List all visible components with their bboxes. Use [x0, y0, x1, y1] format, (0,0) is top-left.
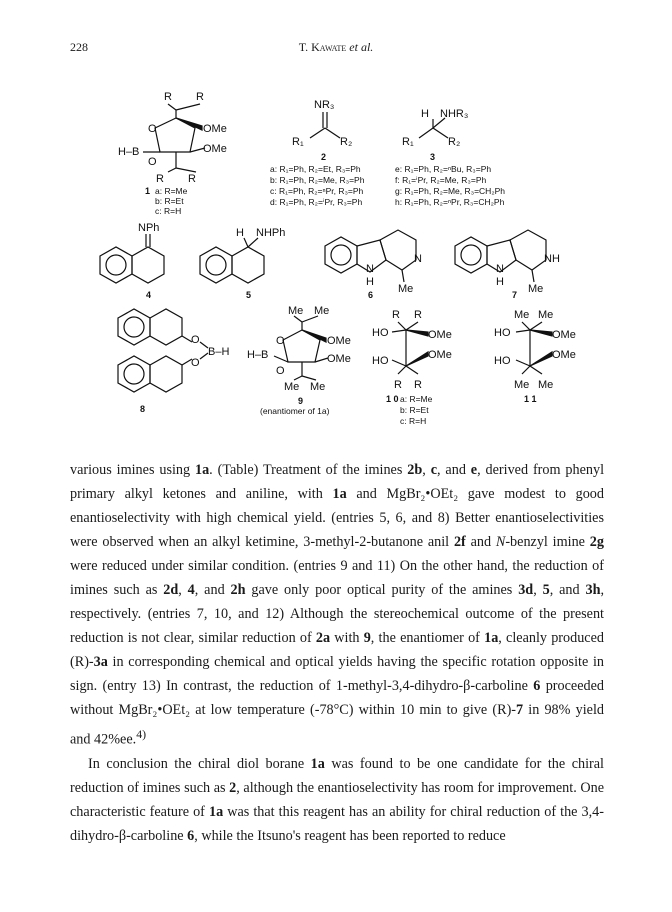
- c6-n-indole: N: [366, 263, 374, 275]
- c5-nhph: NHPh: [256, 227, 286, 239]
- c3-h: H: [421, 108, 429, 120]
- c6-n-imine: N: [414, 253, 422, 265]
- compound-11: [494, 309, 576, 404]
- c8-o-bottom: O: [191, 357, 200, 369]
- et-al: et al.: [349, 40, 374, 54]
- c10-number: 1 0: [386, 394, 399, 404]
- c10-r-bottom-right: R: [414, 379, 422, 391]
- c9-ome-bottom: OMe: [327, 353, 351, 365]
- c6-me: Me: [398, 283, 414, 295]
- c1-r-top-right: R: [196, 91, 204, 103]
- c3-variant-f: f: R₁=ⁱPr, R₂=Me, R₃=Ph: [395, 175, 487, 185]
- c10-ho-bottom: HO: [372, 355, 389, 367]
- c9-ome-top: OMe: [327, 335, 351, 347]
- c10-r-top-right: R: [414, 309, 422, 321]
- c3-variant-h: h: R₁=Ph, R₂=ⁿPr, R₃=CH₂Ph: [395, 197, 505, 207]
- c10-variant-c: c: R=H: [400, 416, 427, 426]
- c1-r-bottom-left: R: [156, 173, 164, 185]
- c1-number: 1: [145, 186, 151, 196]
- c11-ho-top: HO: [494, 327, 511, 339]
- c2-variant-d: d: R₁=Ph, R₂=ⁱPr, R₃=Ph: [270, 197, 363, 207]
- c7-nh: NH: [544, 253, 560, 265]
- compound-4: [100, 222, 164, 300]
- c5-number: 5: [246, 290, 252, 300]
- paragraph-2: In conclusion the chiral diol borane 1a was found to be one candidate for the chiral reduction of imines such as 2, although the enantioselectivity has room for improvement. One characteristic feature of 1a was that this reagent has an ability for chiral reduction of the 3,4-dihydro-β-carboline 6, while the Itsuno's reagent has been reported to reduce: [70, 755, 604, 844]
- c2-nr3: NR₃: [314, 99, 335, 111]
- c8-o-top: O: [191, 334, 200, 346]
- author-name: T. Kawate: [298, 40, 347, 54]
- c1-variant-b: b: R=Et: [155, 196, 184, 206]
- c4-number: 4: [146, 290, 152, 300]
- c7-n-indole: N: [496, 263, 504, 275]
- c9-me-bottom-right: Me: [310, 381, 326, 393]
- c10-r-bottom-left: R: [394, 379, 402, 391]
- c3-nhr3: NHR₃: [440, 108, 469, 120]
- c3-variant-e: e: R₁=Ph, R₂=ⁿBu, R₃=Ph: [395, 164, 492, 174]
- body-text: [70, 458, 604, 848]
- c1-hb: H–B: [118, 146, 140, 158]
- compound-9: [247, 305, 351, 416]
- compound-6: [325, 230, 422, 300]
- c9-note: (enantiomer of 1a): [260, 406, 330, 416]
- c2-variant-b: b: R₁=Ph, R₂=Me, R₃=Ph: [270, 175, 365, 185]
- c2-number: 2: [321, 152, 327, 162]
- c10-ome-top: OMe: [428, 329, 452, 341]
- c11-ome-top: OMe: [552, 329, 576, 341]
- c11-me-bottom-left: Me: [514, 379, 530, 391]
- c10-ome-bottom: OMe: [428, 349, 452, 361]
- c11-me-top-left: Me: [514, 309, 530, 321]
- c10-variant-b: b: R=Et: [400, 405, 429, 415]
- paragraph-1: various imines using 1a. (Table) Treatment of the imines 2b, c, and e, derived from phenyl primary alkyl ketones and aniline, with 1a and MgBr₂•OEt₂ gave modest to good enantioselectivity with high chemical yield. (entries 5, 6, and 8) Better enantioselectivities were observed when an alkyl ketimine, 3-methyl-2-butanone anil 2f and N-benzyl imine 2g were reduced under similar condition. (entries 9 and 11) On the other hand, the reduction of imines such as 2d, 4, and 2h gave only poor optical purity of the amines 3d, 5, and 3h, respectively. (entries 7, 10, and 12) Although the stereochemical outcome of the present reduction is not clear, similar reduction of 2a with 9, the enantiomer of 1a, cleanly produced (R)-3a in corresponding chemical and optical yields having the specific rotation opposite in sign. (entry 13) In contrast, the reduction of 1-methyl-3,4-dihydro-β-carboline 6 proceeded without MgBr₂•OEt₂ at low temperature (-78°C) within 10 min to give (R)-7 in 98% yield and 42%ee.$^{4)}$: [70, 462, 605, 748]
- compound-3: [395, 108, 505, 207]
- c9-o-bottom: O: [276, 365, 285, 377]
- c7-h: H: [496, 276, 504, 288]
- c10-ho-top: HO: [372, 327, 389, 339]
- c10-variant-a: a: R=Me: [400, 394, 433, 404]
- compound-1: [118, 91, 227, 216]
- c9-hb: H–B: [247, 349, 269, 361]
- c11-ome-bottom: OMe: [552, 349, 576, 361]
- c1-ome-top: OMe: [203, 123, 227, 135]
- c11-ho-bottom: HO: [494, 355, 511, 367]
- c2-variant-c: c: R₁=Ph, R₂=ⁿPr, R₃=Ph: [270, 186, 364, 196]
- c2-variant-a: a: R₁=Ph, R₂=Et, R₃=Ph: [270, 164, 361, 174]
- c8-number: 8: [140, 404, 146, 414]
- compound-10: [372, 309, 452, 426]
- c10-r-top-left: R: [392, 309, 400, 321]
- page-number: 228: [70, 40, 88, 54]
- c3-r2: R₂: [448, 136, 461, 148]
- c11-number: 1 1: [524, 394, 537, 404]
- c6-h: H: [366, 276, 374, 288]
- c2-r1: R₁: [292, 136, 304, 148]
- c3-r1: R₁: [402, 136, 414, 148]
- c1-variant-c: c: R=H: [155, 206, 182, 216]
- compound-8: [118, 309, 229, 414]
- c9-number: 9: [298, 396, 304, 406]
- c11-me-bottom-right: Me: [538, 379, 554, 391]
- c1-ome-bottom: OMe: [203, 143, 227, 155]
- compound-7: [455, 230, 560, 300]
- c1-r-top-left: R: [164, 91, 172, 103]
- c11-me-top-right: Me: [538, 309, 554, 321]
- c1-r-bottom-right: R: [188, 173, 196, 185]
- c9-o-top: O: [276, 335, 285, 347]
- c1-o-bottom: O: [148, 156, 157, 168]
- c4-nph: NPh: [138, 222, 160, 234]
- c3-number: 3: [430, 152, 436, 162]
- c9-me-top-left: Me: [288, 305, 304, 317]
- c8-bh: B–H: [208, 346, 230, 358]
- c2-r2: R₂: [340, 136, 353, 148]
- compound-2: [270, 99, 365, 207]
- c1-variant-a: a: R=Me: [155, 186, 188, 196]
- c3-variant-g: g: R₁=Ph, R₂=Me, R₃=CH₂Ph: [395, 186, 506, 196]
- compound-5: [200, 227, 285, 300]
- c1-o-top: O: [148, 123, 157, 135]
- c7-me: Me: [528, 283, 544, 295]
- c9-me-top-right: Me: [314, 305, 330, 317]
- c9-me-bottom-left: Me: [284, 381, 300, 393]
- c7-number: 7: [512, 290, 518, 300]
- c6-number: 6: [368, 290, 374, 300]
- c5-h: H: [236, 227, 244, 239]
